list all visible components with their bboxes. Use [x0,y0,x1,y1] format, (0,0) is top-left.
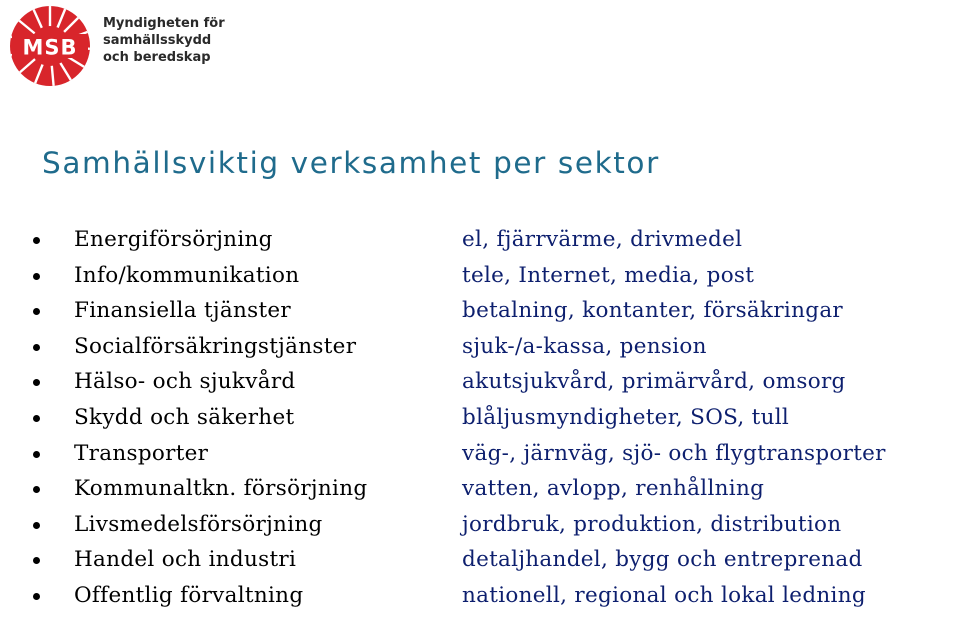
bullet-icon [33,557,40,564]
sector-row [0,223,959,259]
sector-examples: blåljusmyndigheter, SOS, tull [462,404,790,430]
sector-examples: akutsjukvård, primärvård, omsorg [462,369,846,395]
sector-name: Kommunaltkn. försörjning [74,476,368,502]
bullet-icon [33,344,40,351]
sector-examples: jordbruk, produktion, distribution [462,511,842,537]
sector-name: Hälso- och sjukvård [74,369,296,395]
sector-name: Offentlig förvaltning [74,582,304,608]
sector-name: Info/kommunikation [74,262,300,288]
sector-name: Transporter [74,440,209,466]
sector-examples: detaljhandel, bygg och entreprenad [462,547,863,573]
sector-name: Skydd och säkerhet [74,404,295,430]
sector-row [0,294,959,330]
logo-line: samhällsskydd [103,33,212,48]
msb-logo-mark [6,4,98,90]
sector-name: Socialförsäkringstjänster [74,333,357,359]
logo-line: Myndigheten för [103,16,225,31]
bullet-icon [33,593,40,600]
sector-row [0,579,959,615]
sector-examples: sjuk-/a-kassa, pension [462,333,707,359]
sector-examples: vatten, avlopp, renhållning [462,476,765,502]
sector-row [0,437,959,473]
sector-examples: betalning, kontanter, försäkringar [462,298,844,324]
sector-row [0,259,959,295]
sector-name: Livsmedelsförsörjning [74,511,323,537]
sector-name: Finansiella tjänster [74,298,291,324]
logo-line: och beredskap [103,50,211,65]
sector-list [0,223,959,615]
bullet-icon [33,522,40,529]
bullet-icon [33,451,40,458]
bullet-icon [33,415,40,422]
sector-examples: nationell, regional och lokal ledning [462,582,866,608]
bullet-icon [33,308,40,315]
msb-logo-mark-text: MSB [22,35,78,60]
bullet-icon [33,273,40,280]
sector-name: Handel och industri [74,547,297,573]
sector-row [0,543,959,579]
sector-row [0,365,959,401]
sector-row [0,472,959,508]
msb-logo-wordmark [103,15,225,66]
sector-examples: el, fjärrvärme, drivmedel [462,227,743,252]
slide-title: Samhällsviktig verksamhet per sektor [42,146,660,180]
sector-examples: väg-, järnväg, sjö- och flygtransporter [462,440,886,466]
sector-row [0,401,959,437]
sector-name: Energiförsörjning [74,227,273,252]
sector-row [0,508,959,544]
sector-row [0,330,959,366]
sector-examples: tele, Internet, media, post [462,262,755,288]
msb-logo [6,4,225,90]
bullet-icon [33,486,40,493]
bullet-icon [33,379,40,386]
bullet-icon [33,237,40,244]
